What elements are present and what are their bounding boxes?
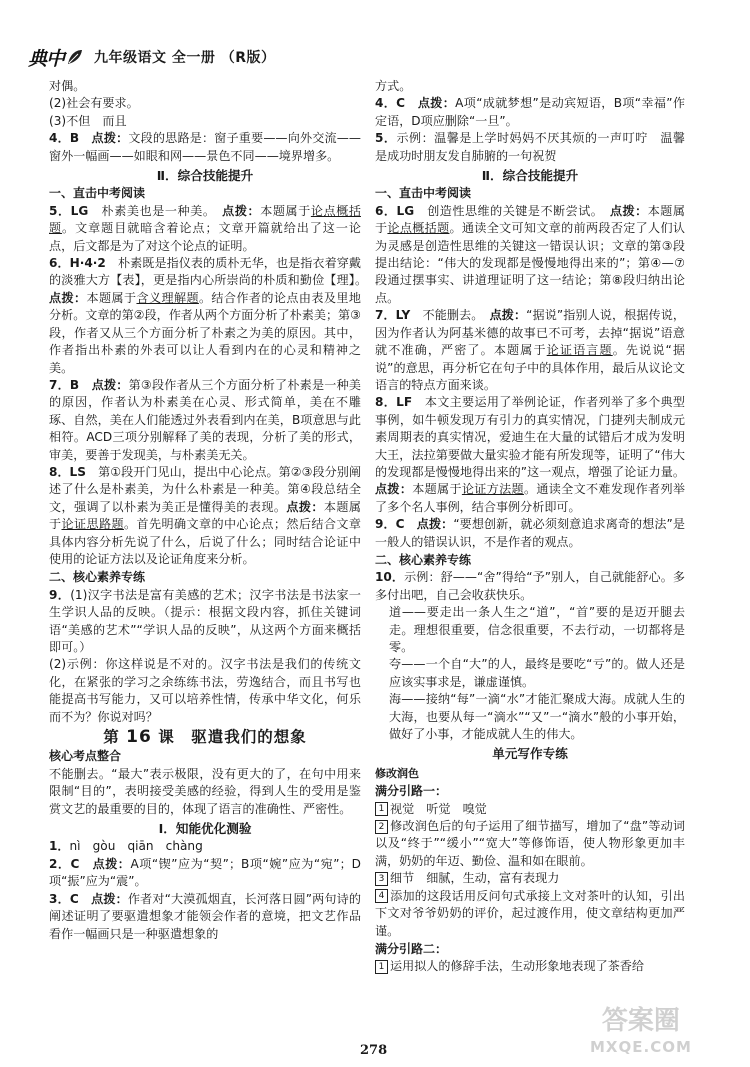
answer-item: 3 细节 细腻，生动，富有表现力 bbox=[375, 870, 685, 887]
answer-item: 1 运用拟人的修辞手法，生动形象地表现了茶香给 bbox=[375, 958, 685, 975]
answer-item: 6．H·4·2 朴素既是指仪表的质朴无华，也是指衣着穿戴的淡雅大方【表】，更是指内心所崇尚的朴质和勤俭【理】。 点拨：本题属于含义理解题。结合作者的论点由表及里地分析。文章的第②段，作者从两个方面分析了朴素美；第③段，作者又从三个方面分析了朴素之为美的原因。其中，作者指出朴素的外表可以让人看到内在的心灵和精神之美。 bbox=[49, 256, 361, 375]
number-box: 4 bbox=[375, 889, 388, 903]
answer-line: (2)示例：你这样说是不对的。汉字书法是我们的传统文化，在紧张的学习之余练练书法，劳逸结合，而且书写也能提高书写能力，又可以培养性情，传承中华文化，何乐而不为？你说对吗？ bbox=[49, 657, 361, 724]
section-heading: 单元写作专练 bbox=[492, 746, 568, 762]
page-header bbox=[28, 42, 276, 72]
section-heading: Ⅱ．综合技能提升 bbox=[156, 168, 254, 184]
answer-line: 对偶。 bbox=[49, 79, 86, 93]
answer-item: 8．LS 第①段开门见山，提出中心论点。第②③段分别阐述了什么是朴素美，为什么朴素是一种美。第④段总结全文，强调了以朴素为美正是懂得美的表现。点拨：本题属于论证思路题。首先明确文章的中心论点；然后结合文章具体内容分析先说了什么，后说了什么；同时结合论证中使用的论证方法以及论证角度来分析。 bbox=[49, 464, 361, 566]
number-box: 1 bbox=[375, 960, 388, 974]
answer-item: 9．(1)汉字书法是富有美感的艺术；汉字书法是书法家一生学识人品的反映。（提示：根据文段内容，抓住关键词语“美感的艺术”“学识人品的反映”，从这两个方面来概括即可。） bbox=[49, 587, 361, 654]
answer-item: 8．LF 本文主要运用了举例论证，作者列举了多个典型事例，如牛顿发现万有引力的真实情况，门捷列夫制成元素周期表的真实情况，爱迪生在大量的试错后才成为发明大王，法拉第要做大量实验才能有所发现等，证明了“伟大的发现都是慢慢地得出来的”这一观点，增强了论证力量。点拨：本题属于论证方法题。通读全文不难发现作者列举了多个名人事例，结合事例分析即可。 bbox=[375, 395, 685, 514]
answer-item: 4．C 点拨：A项“成就梦想”是动宾短语，B项“幸福”作定语，D项应删除“一旦”。 bbox=[375, 96, 685, 128]
answer-item: 3．C 点拨：作者对“大漠孤烟直，长河落日圆”两句诗的阐述证明了要驱遣想象才能领会作者的意境，把文艺作品看作一幅画只是一种驱遣想象的 bbox=[49, 891, 361, 941]
subsection-heading: 一、直击中考阅读 bbox=[375, 186, 472, 201]
leaf-icon bbox=[66, 48, 84, 66]
answer-line: 海——接纳“每”一滴“水”才能汇聚成大海。成就人生的大海，也要从每一“滴水”“又”一“滴水”般的小事开始，做好了小事，才能成就人生的伟大。 bbox=[389, 692, 685, 742]
answer-line: 不能删去。“最大”表示极限，没有更大的了，在句中用来限制“目的”，表明接受美感的经验，得到人生的受用是鉴赏文艺的最重要的目的，体现了语言的准确性、严密性。 bbox=[49, 766, 361, 816]
subsection-heading: 满分引路一： bbox=[375, 784, 448, 799]
brand-logo: 典中 bbox=[28, 47, 65, 70]
answer-item: 7．B 点拨：第③段作者从三个方面分析了朴素是一种美的原因，作者认为朴素美在心灵、形式简单，美在不雕琢、自然，美在人们能透过外表看到内在美，B项意思与此相符。ACD三项分别解释了美的表现，分析了美的形式，审美，要善于发现美，与朴素美无关。 bbox=[49, 377, 361, 462]
answer-item: 10．示例：舒——“舍”得给“予”别人，自己就能舒心。多多付出吧，自己会收获快乐。 bbox=[375, 570, 685, 602]
watermark: 答案圈 MXQE.COM bbox=[590, 1006, 692, 1056]
answer-line: 道——要走出一条人生之“道”，“首”要的是迈开腿去走。理想很重要，信念很重要，不去行动，一切都将是零。 bbox=[389, 605, 685, 654]
answer-item: 6．LG 创造性思维的关键是不断尝试。 点拨：本题属于论点概括题。通读全文可知文章的前两段否定了人们认为灵感是创造性思维的关键这一错误认识；文章的第③段提出结论：“伟大的发现都是慢慢地得出来的”；第④—⑦段通过摆事实、讲道理证明了这一结论；第⑧段归纳出论点。 bbox=[375, 203, 685, 305]
number-box: 3 bbox=[375, 872, 388, 886]
subsection-heading: 满分引路二： bbox=[375, 941, 448, 956]
answer-item: 5．LG 朴素美也是一种美。 点拨：本题属于论点概括题。文章题目就暗含着论点；文章开篇就给出了这一论点，后文都是为了对这个论点的证明。 bbox=[49, 203, 361, 253]
answer-line: 夸——一个自“大”的人，最终是要吃“亏”的。做人还是应该实事求是，谦虚谨慎。 bbox=[389, 657, 685, 689]
right-column bbox=[375, 78, 685, 976]
subsection-heading: 二、核心素养专练 bbox=[375, 552, 472, 567]
left-column bbox=[49, 78, 361, 943]
answer-item: 4．B 点拨：文段的思路是：窗子重要——向外交流——窗外一幅画——如眼和网——景色不同——境界增多。 bbox=[49, 131, 361, 163]
chapter-title: 第 16 课 驱遣我们的想象 bbox=[103, 727, 307, 748]
answer-item: 1．nì gòu qiān chàng bbox=[49, 839, 203, 854]
answer-line: 方式。 bbox=[375, 79, 412, 93]
answer-item: 2 修改润色后的句子运用了细节描写，增加了“盘”等动词以及“终于”“缓小”“宽大”等修饰语，使人物形象更加丰满，奶奶的年迈、勤俭、温和如在眼前。 bbox=[375, 819, 685, 868]
subsection-heading: 一、直击中考阅读 bbox=[49, 186, 146, 201]
answer-line: (2)社会有要求。 bbox=[49, 96, 139, 111]
section-heading: Ⅰ．知能优化测验 bbox=[158, 821, 252, 837]
subsection-heading: 核心考点整合 bbox=[49, 749, 122, 764]
page-number: 278 bbox=[360, 1043, 388, 1058]
number-box: 2 bbox=[375, 820, 388, 834]
answer-item: 1 视觉 听觉 嗅觉 bbox=[375, 801, 685, 818]
book-title: 九年级语文 全一册 （R版） bbox=[94, 50, 276, 66]
answer-line: (3)不但 而且 bbox=[49, 113, 127, 128]
subsection-heading: 修改润色 bbox=[375, 766, 419, 780]
subsection-heading: 二、核心素养专练 bbox=[49, 570, 146, 585]
answer-item: 2．C 点拨：A项“锲”应为“契”；B项“婉”应为“宛”；D项“振”应为“震”。 bbox=[49, 856, 361, 889]
number-box: 1 bbox=[375, 802, 388, 816]
answer-item: 9．C 点拨：“要想创新，就必须刻意追求离奇的想法”是一般人的错误认识，不是作者的观点。 bbox=[375, 517, 685, 549]
answer-item: 5．示例：温馨是上学时妈妈不厌其烦的一声叮咛 温馨是成功时朋友发自肺腑的一句祝贺 bbox=[375, 131, 685, 163]
answer-item: 4 添加的这段话用反问句式承接上文对茶叶的认知，引出下文对爷爷奶奶的评价，起过渡作用，使文章结构更加严谨。 bbox=[375, 888, 685, 938]
answer-item: 7．LY 不能删去。 点拨：“据说”指别人说，根据传说，因为作者认为阿基米德的故事已不可考，去掉“据说”语意就不准确，严密了。本题属于论证语言题。先说说“据说”的意思，再分析它在句子中的具体作用，最后从议论文语言的特点方面来谈。 bbox=[375, 308, 685, 392]
section-heading: Ⅱ．综合技能提升 bbox=[481, 168, 579, 184]
